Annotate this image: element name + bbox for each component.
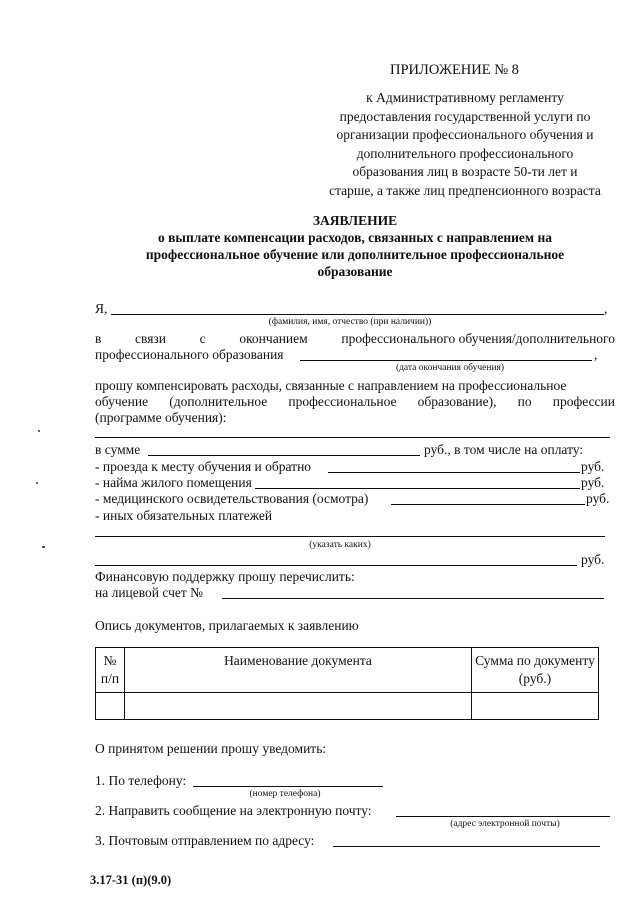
scan-speck (42, 546, 45, 548)
account-label: на лицевой счет № (95, 585, 204, 600)
table-cell-number[interactable] (96, 693, 125, 720)
graduation-line2: профессионального образования (95, 347, 284, 362)
profession-field[interactable] (95, 437, 610, 438)
documents-table (95, 647, 599, 720)
reference-line: старше, а также лиц предпенсионного возраста (329, 182, 601, 198)
other-expenses-field[interactable] (95, 536, 605, 537)
phone-hint: (номер телефона) (249, 789, 321, 799)
document-title (95, 212, 615, 280)
expense-unit: руб. (581, 475, 605, 490)
graduation-date-field[interactable] (300, 360, 592, 361)
applicant-prefix: Я, (95, 301, 108, 316)
account-number-field[interactable] (222, 598, 604, 599)
request-line: прошу компенсировать расходы, связанные с направлением на профессиональное (95, 378, 567, 393)
notification-heading: О принятом решении прошу уведомить: (95, 741, 327, 756)
column-header-number: № п/п (96, 648, 125, 693)
table-row (96, 693, 599, 720)
title-main: ЗАЯВЛЕНИЕ (312, 213, 398, 228)
form-code: 3.17-31 (п)(9.0) (90, 873, 172, 887)
table-cell-amount[interactable] (472, 693, 599, 720)
sum-suffix: руб., в том числе на оплату: (424, 442, 584, 457)
post-address-field[interactable] (333, 846, 600, 847)
reference-line: предоставления государственной услуги по (339, 108, 591, 124)
sum-field[interactable] (148, 455, 420, 456)
reference-line: дополнительного профессионального (356, 145, 574, 161)
expense-field-housing[interactable] (255, 488, 580, 489)
expense-unit: руб. (581, 459, 605, 474)
expense-label-medical: - медицинского освидетельствования (осмотра) (95, 491, 369, 506)
graduation-word: в (95, 331, 102, 346)
other-expenses-hint: (указать каких) (309, 540, 371, 550)
graduation-word: связи (135, 331, 166, 346)
sum-label: в сумме (95, 442, 141, 457)
scan-speck (38, 430, 40, 432)
graduation-suffix: , (594, 347, 598, 362)
expense-field-medical[interactable] (391, 504, 585, 505)
phone-field[interactable] (193, 786, 383, 787)
reference-line: образования лиц в возрасте 50-ти лет и (352, 164, 578, 179)
expense-label-travel: - проезда к месту обучения и обратно (95, 459, 312, 474)
other-expenses-amount-field[interactable] (95, 565, 577, 566)
expense-label-other: - иных обязательных платежей (95, 508, 273, 523)
column-header-amount: Сумма по документу (руб.) (472, 648, 599, 693)
graduation-hint: (дата окончания обучения) (395, 363, 505, 373)
title-subtitle-line: профессиональное обучение или дополнительное профессиональное (145, 247, 565, 262)
table-cell-name[interactable] (125, 693, 472, 720)
expense-label-housing: - найма жилого помещения (95, 475, 252, 490)
title-subtitle-line: образование (317, 264, 393, 279)
graduation-word: с (199, 331, 206, 346)
request-line: (программе обучения): (95, 410, 227, 425)
email-label: 2. Направить сообщение на электронную почту: (95, 803, 372, 818)
applicant-name-field[interactable] (111, 314, 604, 315)
title-subtitle-line: о выплате компенсации расходов, связанных с направлением на (158, 230, 552, 245)
column-header-name: Наименование документа (125, 648, 472, 693)
reference-line: к Административному регламенту (366, 90, 564, 105)
scan-speck (36, 482, 38, 484)
other-expenses-unit: руб. (581, 552, 605, 567)
applicant-hint: (фамилия, имя, отчество (при наличии)) (268, 317, 432, 327)
request-line: обучение (дополнительное профессиональное образование), по профессии (95, 394, 615, 409)
email-field[interactable] (396, 816, 610, 817)
table-header-row (96, 648, 599, 693)
expense-field-travel[interactable] (328, 472, 580, 473)
email-hint: (адрес электронной почты) (450, 819, 560, 829)
expense-unit: руб. (586, 491, 610, 506)
phone-label: 1. По телефону: (95, 773, 187, 788)
appendix-number: ПРИЛОЖЕНИЕ № 8 (390, 62, 519, 78)
regulation-reference (290, 89, 640, 200)
graduation-word: окончанием (239, 331, 308, 346)
documents-heading: Опись документов, прилагаемых к заявлению (95, 618, 359, 633)
graduation-line (95, 330, 615, 347)
graduation-word: профессионального обучения/дополнительного (341, 331, 615, 346)
post-label: 3. Почтовым отправлением по адресу: (95, 833, 315, 848)
transfer-instruction: Финансовую поддержку прошу перечислить: (95, 569, 355, 584)
applicant-suffix: , (604, 301, 608, 316)
reference-line: организации профессионального обучения и (336, 127, 594, 142)
